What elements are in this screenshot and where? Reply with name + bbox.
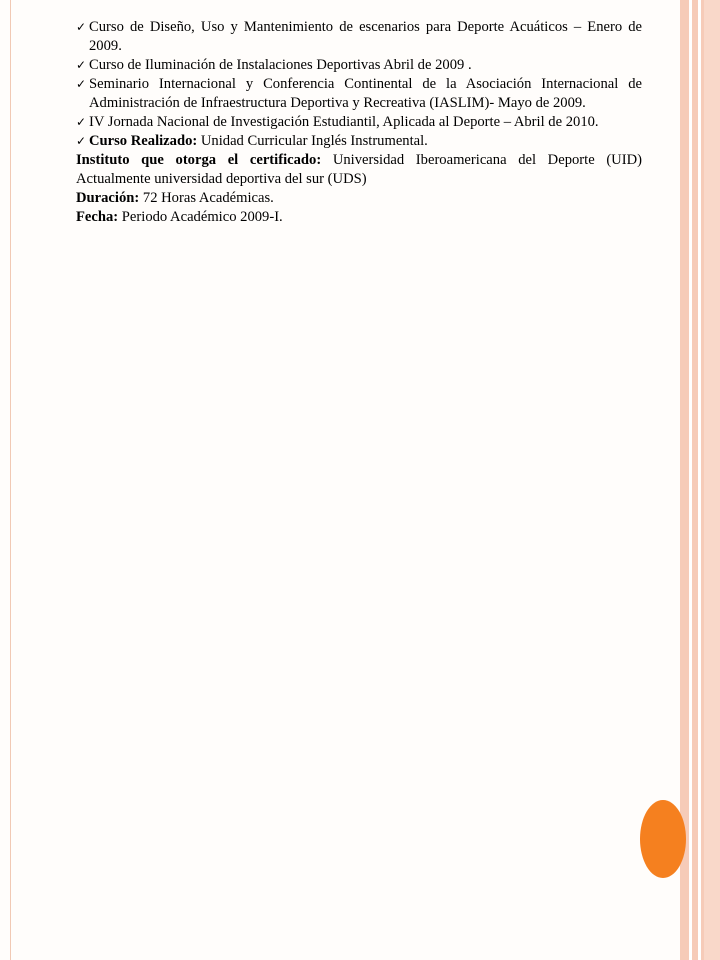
list-item xyxy=(76,75,642,113)
list-item xyxy=(76,132,642,151)
checkmark-icon: ✓ xyxy=(76,58,87,72)
institute-value: Universidad Iberoamericana del Deporte (UID) Actualmente universidad deportiva del sur (UDS) xyxy=(76,152,642,187)
list-item-text: Curso de Iluminación de Instalaciones Deportivas Abril de 2009 . xyxy=(89,57,472,73)
slide-content xyxy=(76,18,642,227)
list-item-label: Curso Realizado: xyxy=(89,133,198,149)
list-item xyxy=(76,113,642,132)
band-stripe xyxy=(689,0,692,960)
band-stripe xyxy=(704,0,720,960)
list-item-text: Seminario Internacional y Conferencia Continental de la Asociación Internacional de Administración de Infraestructura Deportiva y Recreativa (IASLIM)- Mayo de 2009. xyxy=(89,76,642,111)
checkmark-icon: ✓ xyxy=(76,115,87,129)
list-item-text: Unidad Curricular Inglés Instrumental. xyxy=(197,133,428,149)
left-border-line xyxy=(10,0,11,960)
list-item-text: Curso de Diseño, Uso y Mantenimiento de escenarios para Deporte Acuáticos – Enero de 2009. xyxy=(89,19,642,54)
date-label: Fecha: xyxy=(76,209,119,225)
list-item xyxy=(76,56,642,75)
duration-value: 72 Horas Académicas. xyxy=(139,190,274,206)
duration-label: Duración: xyxy=(76,190,140,206)
right-decorative-band xyxy=(680,0,720,960)
orange-oval-decoration xyxy=(640,800,686,878)
date-value: Periodo Académico 2009-I. xyxy=(118,209,283,225)
checkmark-icon: ✓ xyxy=(76,134,87,148)
institute-line xyxy=(76,151,642,189)
checkmark-icon: ✓ xyxy=(76,77,87,91)
band-stripe xyxy=(698,0,701,960)
list-item xyxy=(76,18,642,56)
duration-line xyxy=(76,189,642,208)
institute-label: Instituto que otorga el certificado: xyxy=(76,152,322,168)
date-line xyxy=(76,208,642,227)
list-item-text: IV Jornada Nacional de Investigación Estudiantil, Aplicada al Deporte – Abril de 2010. xyxy=(89,114,599,130)
checkmark-icon: ✓ xyxy=(76,20,87,34)
